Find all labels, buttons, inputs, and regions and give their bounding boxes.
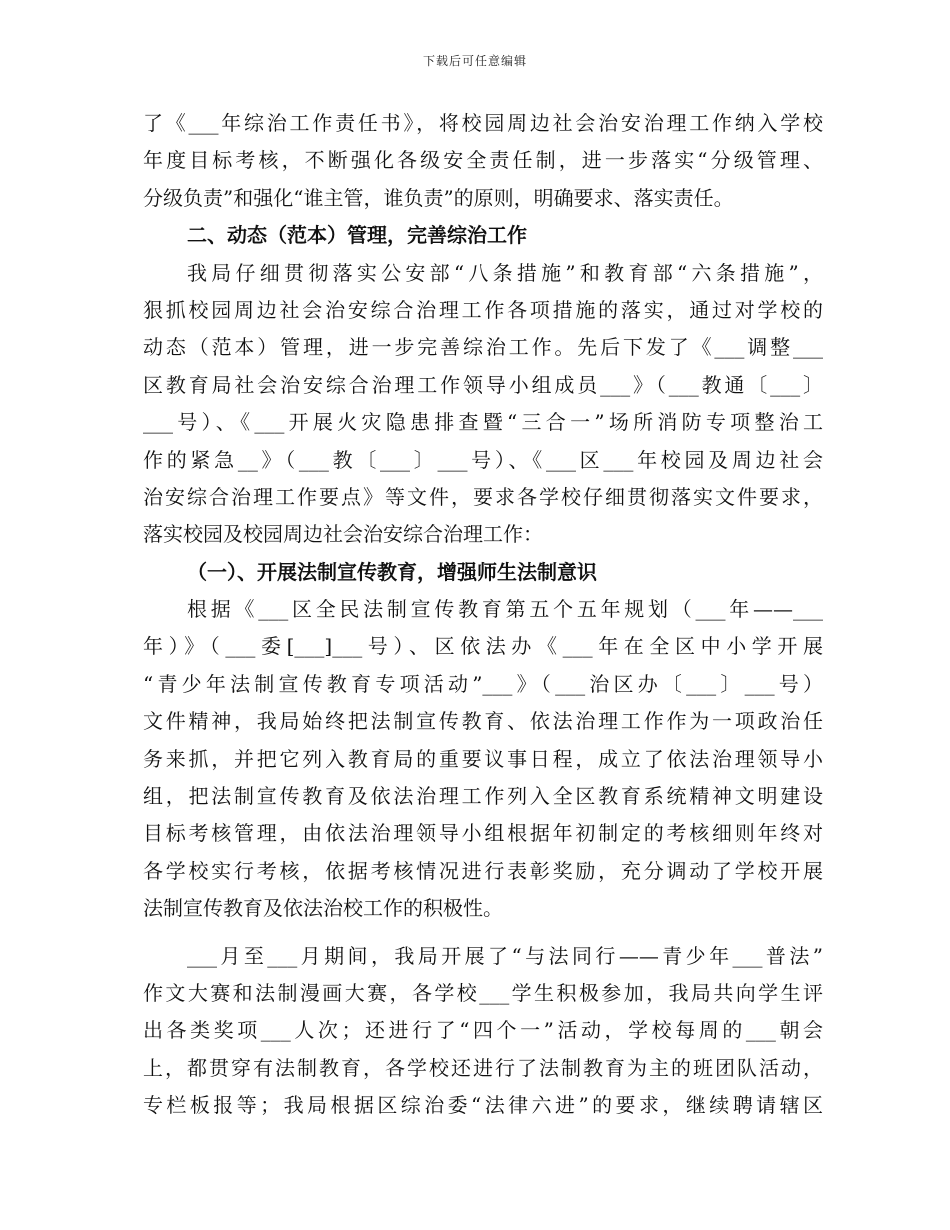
text-line: 文件精神，我局始终把法制宣传教育、依法治理工作作为一项政治任 xyxy=(143,709,823,734)
text-line: 年度目标考核，不断强化各级安全责任制，进一步落实“分级管理、 xyxy=(143,148,823,173)
text-line: “青少年法制宣传教育专项活动”___》（___治区办〔___〕___号） xyxy=(143,671,823,696)
paragraph-gap xyxy=(143,928,823,938)
text-line: 了《___年综治工作责任书》，将校园周边社会治安治理工作纳入学校 xyxy=(143,111,823,135)
text-line: 上，都贯穿有法制教育，各学校还进行了法制教育为主的班团队活动， xyxy=(143,1055,823,1080)
text-line: 专栏板报等；我局根据区综治委“法律六进”的要求，继续聘请辖区 xyxy=(143,1093,823,1118)
text-line: 务来抓，并把它列入教育局的重要议事日程，成立了依法治理领导小 xyxy=(143,746,823,771)
text-line: 区教育局社会治安综合治理工作领导小组成员___》（___教通〔___〕 xyxy=(143,372,823,397)
text-line: 落实校园及校园周边社会治安综合治理工作： xyxy=(143,522,543,547)
text-line: 目标考核管理，由依法治理领导小组根据年初制定的考核细则年终对 xyxy=(143,821,823,846)
text-line: 法制宣传教育及依法治校工作的积极性。 xyxy=(143,896,503,921)
section-heading: （一）、开展法制宣传教育，增强师生法制意识 xyxy=(187,559,597,584)
text-line: 年）》（___委[___]___号）、区依法办《___年在全区中小学开展 xyxy=(143,634,823,659)
text-line: ___号）、《___开展火灾隐患排查暨“三合一”场所消防专项整治工 xyxy=(143,410,823,435)
text-line: 作文大赛和法制漫画大赛，各学校___学生积极参加，我局共向学生评 xyxy=(143,980,823,1005)
text-line: 作的紧急__》（___教〔___〕___号）、《___区___年校园及周边社会 xyxy=(143,447,823,472)
text-line: 我局仔细贯彻落实公安部“八条措施”和教育部“六条措施”， xyxy=(187,260,823,285)
text-line: 组，把法制宣传教育及依法治理工作列入全区教育系统精神文明建设 xyxy=(143,784,823,809)
text-line: 动态（范本）管理，进一步完善综治工作。先后下发了《___调整___ xyxy=(143,335,823,360)
text-line: 分级负责”和强化“谁主管，谁负责”的原则，明确要求、落实责任。 xyxy=(143,185,734,210)
section-heading: 二、动态（范本）管理，完善综治工作 xyxy=(187,223,527,248)
text-line: 出各类奖项___人次；还进行了“四个一”活动，学校每周的___朝会 xyxy=(143,1018,823,1043)
text-line: ___月至___月期间，我局开展了“与法同行——青少年___普法” xyxy=(187,943,823,968)
text-line: 各学校实行考核，依据考核情况进行表彰奖励，充分调动了学校开展 xyxy=(143,858,823,883)
text-line: 根据《___区全民法制宣传教育第五个五年规划（___年——___ xyxy=(187,597,823,622)
document-body xyxy=(143,105,823,1125)
text-line: 狠抓校园周边社会治安综合治理工作各项措施的落实，通过对学校的 xyxy=(143,297,823,322)
text-line: 治安综合治理工作要点》等文件，要求各学校仔细贯彻落实文件要求， xyxy=(143,484,823,509)
page-header: 下载后可任意编辑 xyxy=(422,54,527,68)
